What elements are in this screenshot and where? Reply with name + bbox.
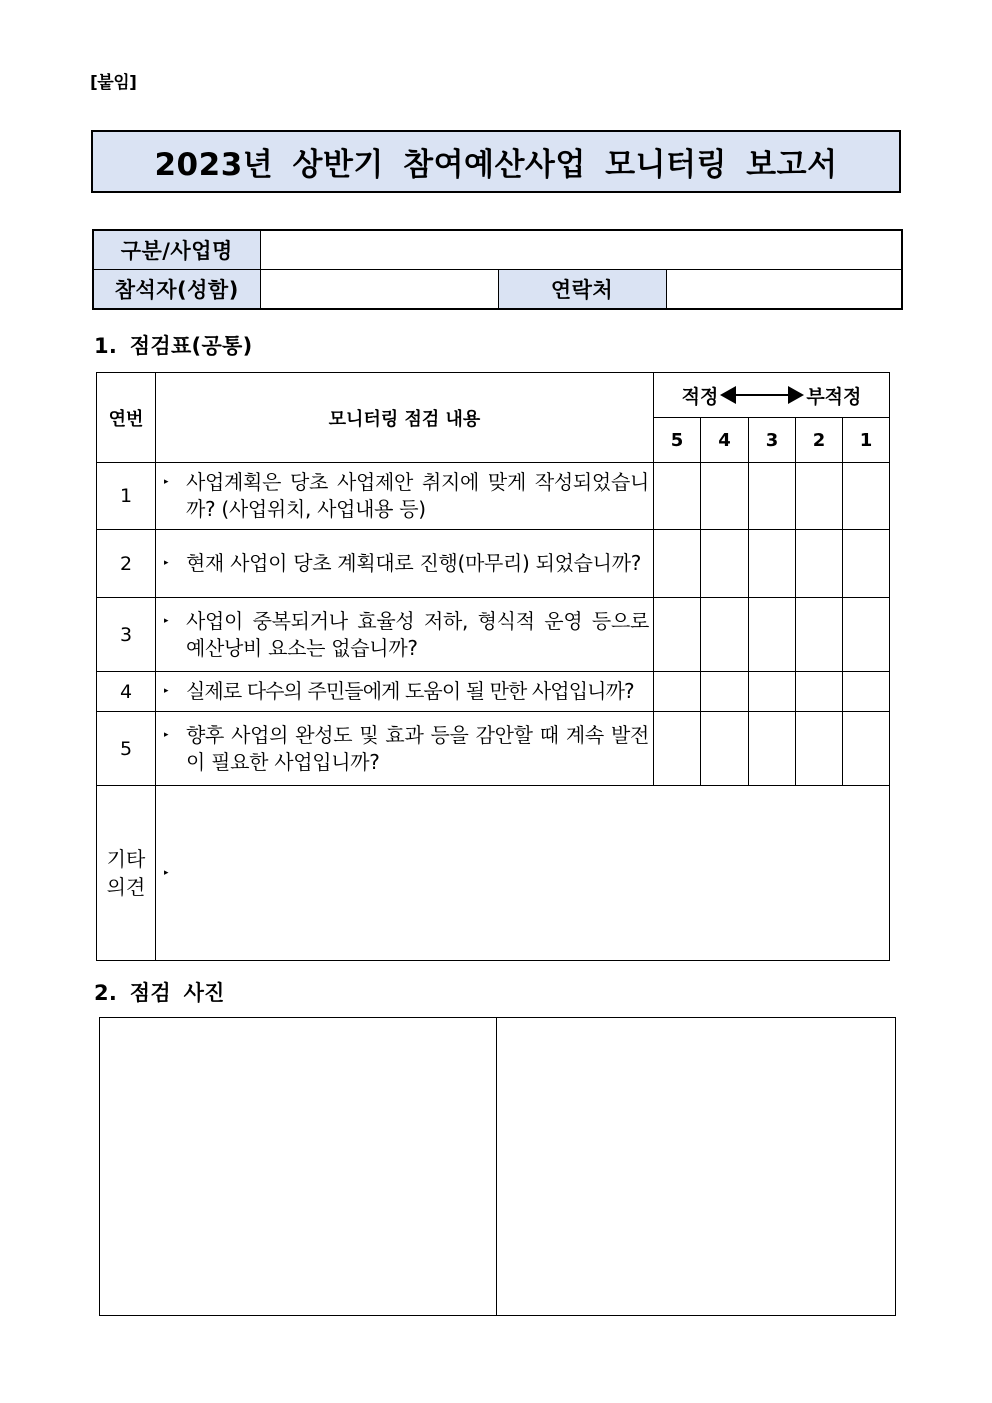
question-text: 현재 사업이 당초 계획대로 진행(마무리) 되었습니까? bbox=[186, 551, 642, 575]
checklist-table bbox=[96, 372, 890, 961]
table-row bbox=[97, 463, 890, 530]
score-cell-1[interactable] bbox=[843, 463, 890, 530]
score-header-2: 2 bbox=[796, 418, 843, 463]
etc-opinion-field[interactable] bbox=[156, 786, 890, 961]
photo-slot-left[interactable] bbox=[100, 1018, 497, 1316]
row-question bbox=[156, 530, 654, 598]
score-header-3: 3 bbox=[749, 418, 796, 463]
row-number: 4 bbox=[97, 672, 156, 712]
score-cell-1[interactable] bbox=[843, 712, 890, 786]
score-cell-2[interactable] bbox=[796, 672, 843, 712]
score-cell-2[interactable] bbox=[796, 712, 843, 786]
header-content: 모니터링 점검 내용 bbox=[156, 373, 654, 463]
score-cell-4[interactable] bbox=[701, 598, 749, 672]
bullet-icon: ▸ bbox=[164, 867, 169, 878]
question-text: 사업계획은 당초 사업제안 취지에 맞게 작성되었습니까? (사업위치, 사업내용 등) bbox=[186, 470, 649, 521]
score-cell-4[interactable] bbox=[701, 672, 749, 712]
section1-title: 1. 점검표(공통) bbox=[94, 334, 253, 358]
table-row bbox=[97, 598, 890, 672]
header-no: 연번 bbox=[97, 373, 156, 463]
question-text: 향후 사업의 완성도 및 효과 등을 감안할 때 계속 발전이 필요한 사업입니까? bbox=[186, 722, 649, 774]
table-row bbox=[97, 672, 890, 712]
row-question bbox=[156, 598, 654, 672]
bullet-icon: ▸ bbox=[164, 477, 169, 487]
document-title-box bbox=[91, 130, 901, 193]
score-cell-4[interactable] bbox=[701, 463, 749, 530]
score-header-5: 5 bbox=[654, 418, 701, 463]
score-header-1: 1 bbox=[843, 418, 890, 463]
row-number: 3 bbox=[97, 598, 156, 672]
bullet-icon: ▸ bbox=[164, 729, 169, 740]
section2-title: 2. 점검 사진 bbox=[94, 981, 225, 1005]
info-table bbox=[92, 229, 903, 310]
photo-table bbox=[99, 1017, 896, 1316]
score-cell-5[interactable] bbox=[654, 463, 701, 530]
bullet-icon: ▸ bbox=[164, 615, 169, 626]
header-scale bbox=[654, 373, 890, 418]
score-cell-4[interactable] bbox=[701, 712, 749, 786]
photo-row bbox=[100, 1018, 896, 1316]
row-number: 1 bbox=[97, 463, 156, 530]
score-cell-2[interactable] bbox=[796, 463, 843, 530]
checklist-header-row bbox=[97, 373, 890, 418]
participant-label: 참석자(성함) bbox=[93, 270, 260, 310]
table-row bbox=[97, 712, 890, 786]
score-cell-3[interactable] bbox=[749, 598, 796, 672]
etc-label-line2: 의견 bbox=[106, 875, 146, 899]
row-question bbox=[156, 712, 654, 786]
photo-slot-right[interactable] bbox=[497, 1018, 896, 1316]
scale-left-label: 적정 bbox=[681, 385, 719, 408]
score-cell-3[interactable] bbox=[749, 463, 796, 530]
score-cell-5[interactable] bbox=[654, 598, 701, 672]
score-cell-3[interactable] bbox=[749, 530, 796, 598]
score-cell-1[interactable] bbox=[843, 672, 890, 712]
category-field[interactable] bbox=[260, 230, 902, 270]
etc-opinion-row bbox=[97, 786, 890, 961]
row-question bbox=[156, 463, 654, 530]
row-number: 2 bbox=[97, 530, 156, 598]
scale-right-label: 부적정 bbox=[806, 385, 862, 408]
score-header-4: 4 bbox=[701, 418, 749, 463]
bullet-icon: ▸ bbox=[164, 558, 169, 568]
score-cell-3[interactable] bbox=[749, 712, 796, 786]
etc-label-line1: 기타 bbox=[106, 847, 146, 871]
bullet-icon: ▸ bbox=[164, 686, 169, 696]
score-cell-3[interactable] bbox=[749, 672, 796, 712]
score-cell-5[interactable] bbox=[654, 712, 701, 786]
etc-opinion-label bbox=[97, 786, 156, 961]
question-text: 실제로 다수의 주민들에게 도움이 될 만한 사업입니까? bbox=[186, 679, 634, 703]
score-cell-5[interactable] bbox=[654, 530, 701, 598]
score-cell-1[interactable] bbox=[843, 530, 890, 598]
participant-field[interactable] bbox=[260, 270, 498, 310]
info-row-participant bbox=[93, 270, 902, 310]
contact-field[interactable] bbox=[666, 270, 902, 310]
contact-label: 연락처 bbox=[498, 270, 666, 310]
score-cell-5[interactable] bbox=[654, 672, 701, 712]
row-question bbox=[156, 672, 654, 712]
score-cell-1[interactable] bbox=[843, 598, 890, 672]
category-label: 구분/사업명 bbox=[93, 230, 260, 270]
question-text: 사업이 중복되거나 효율성 저하, 형식적 운영 등으로 예산낭비 요소는 없습니까? bbox=[186, 608, 649, 660]
score-cell-4[interactable] bbox=[701, 530, 749, 598]
info-row-category bbox=[93, 230, 902, 270]
document-title: 2023년 상반기 참여예산사업 모니터링 보고서 bbox=[154, 147, 838, 183]
double-arrow-icon bbox=[720, 386, 804, 404]
row-number: 5 bbox=[97, 712, 156, 786]
score-cell-2[interactable] bbox=[796, 598, 843, 672]
score-cell-2[interactable] bbox=[796, 530, 843, 598]
attachment-label: [붙임] bbox=[90, 73, 137, 93]
table-row bbox=[97, 530, 890, 598]
